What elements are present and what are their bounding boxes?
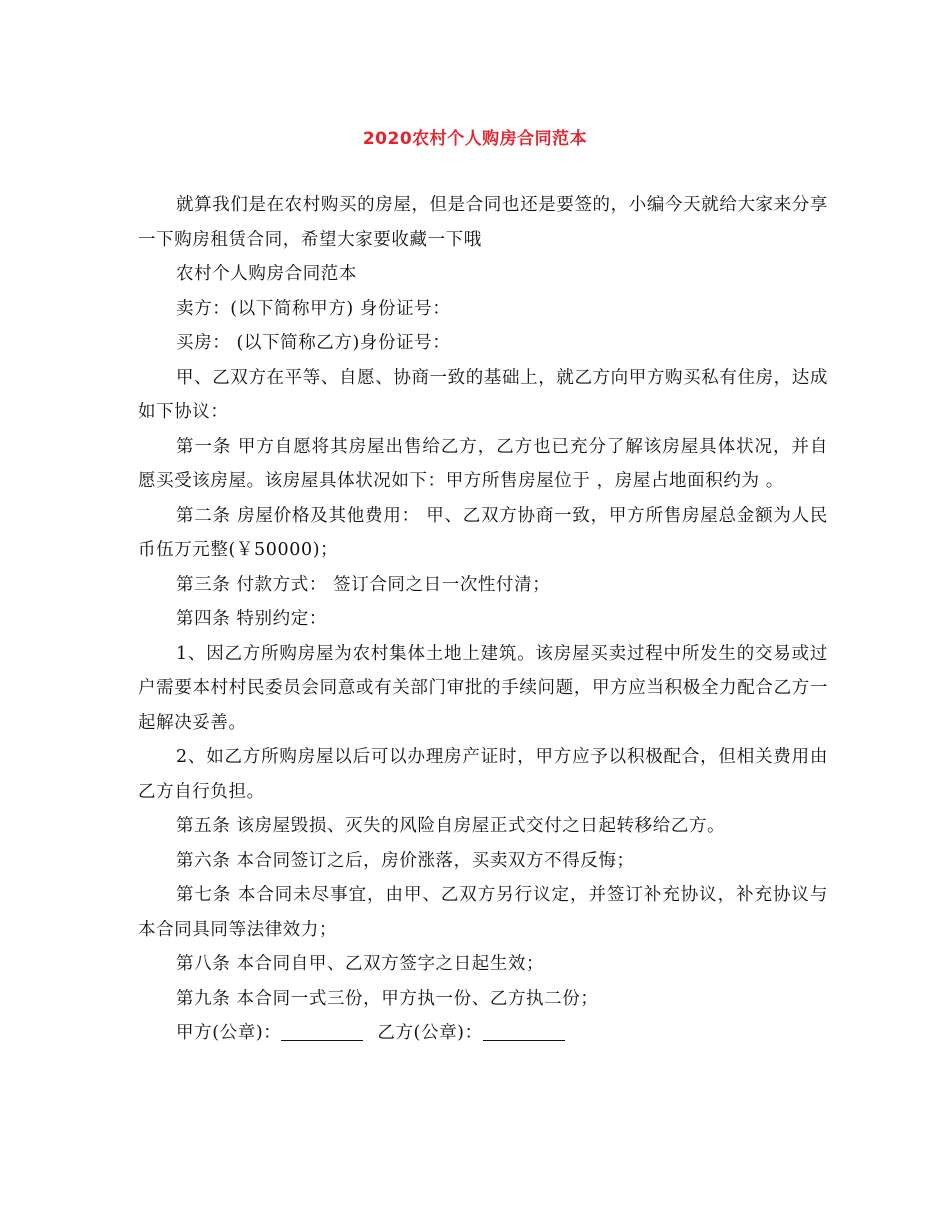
paragraph-buyer: 买房： (以下简称乙方)身份证号： [176, 333, 451, 353]
party-b-signature-blank [483, 1022, 565, 1041]
paragraph-article-8: 第八条 本合同自甲、乙双方签字之日起生效； [176, 954, 545, 974]
paragraph-subtitle: 农村个人购房合同范本 [176, 264, 357, 284]
paragraph-article-4-item-2: 2、如乙方所购房屋以后可以办理房产证时，甲方应予以积极配合，但相关费用由乙方自行负担。 [138, 747, 828, 802]
paragraph-article-7: 第七条 本合同未尽事宜，由甲、乙双方另行议定，并签订补充协议，补充协议与本合同具同等法律效力； [138, 885, 828, 940]
party-b-seal-label: 乙方(公章)： [377, 1023, 483, 1043]
paragraph-article-9: 第九条 本合同一式三份，甲方执一份、乙方执二份； [176, 988, 599, 1009]
paragraph-article-4: 第四条 特别约定： [176, 609, 327, 629]
paragraph-article-5: 第五条 该房屋毁损、灭失的风险自房屋正式交付之日起转移给乙方。 [176, 816, 726, 836]
signature-row [138, 1016, 828, 1051]
document-title: 2020农村个人购房合同范本 [362, 129, 588, 149]
party-a-signature-blank [281, 1022, 363, 1041]
paragraph-article-6: 第六条 本合同签订之后，房价涨落，买卖双方不得反悔； [176, 850, 635, 871]
paragraph-seller: 卖方：(以下简称甲方) 身份证号： [176, 298, 451, 319]
paragraph-article-2: 第二条 房屋价格及其他费用： 甲、乙双方协商一致，甲方所售房屋总金额为人民币伍万元整(￥50000)； [138, 505, 828, 560]
paragraph-preamble: 甲、乙双方在平等、自愿、协商一致的基础上，就乙方向甲方购买私有住房，达成如下协议： [138, 367, 828, 422]
paragraph-intro: 就算我们是在农村购买的房屋，但是合同也还是要签的，小编今天就给大家来分享一下购房租赁合同，希望大家要收藏一下哦 [138, 195, 828, 250]
document-body [138, 188, 828, 1051]
paragraph-article-3: 第三条 付款方式： 签订合同之日一次性付清； [176, 574, 551, 595]
party-a-seal-label: 甲方(公章)： [176, 1023, 282, 1043]
paragraph-article-4-item-1: 1、因乙方所购房屋为农村集体土地上建筑。该房屋买卖过程中所发生的交易或过户需要本村村民委员会同意或有关部门审批的手续问题，甲方应当积极全力配合乙方一起解决妥善。 [138, 643, 828, 733]
paragraph-article-1: 第一条 甲方自愿将其房屋出售给乙方，乙方也已充分了解该房屋具体状况，并自愿买受该房屋。该房屋具体状况如下：甲方所售房屋位于 ，房屋占地面积约为 。 [138, 436, 828, 491]
